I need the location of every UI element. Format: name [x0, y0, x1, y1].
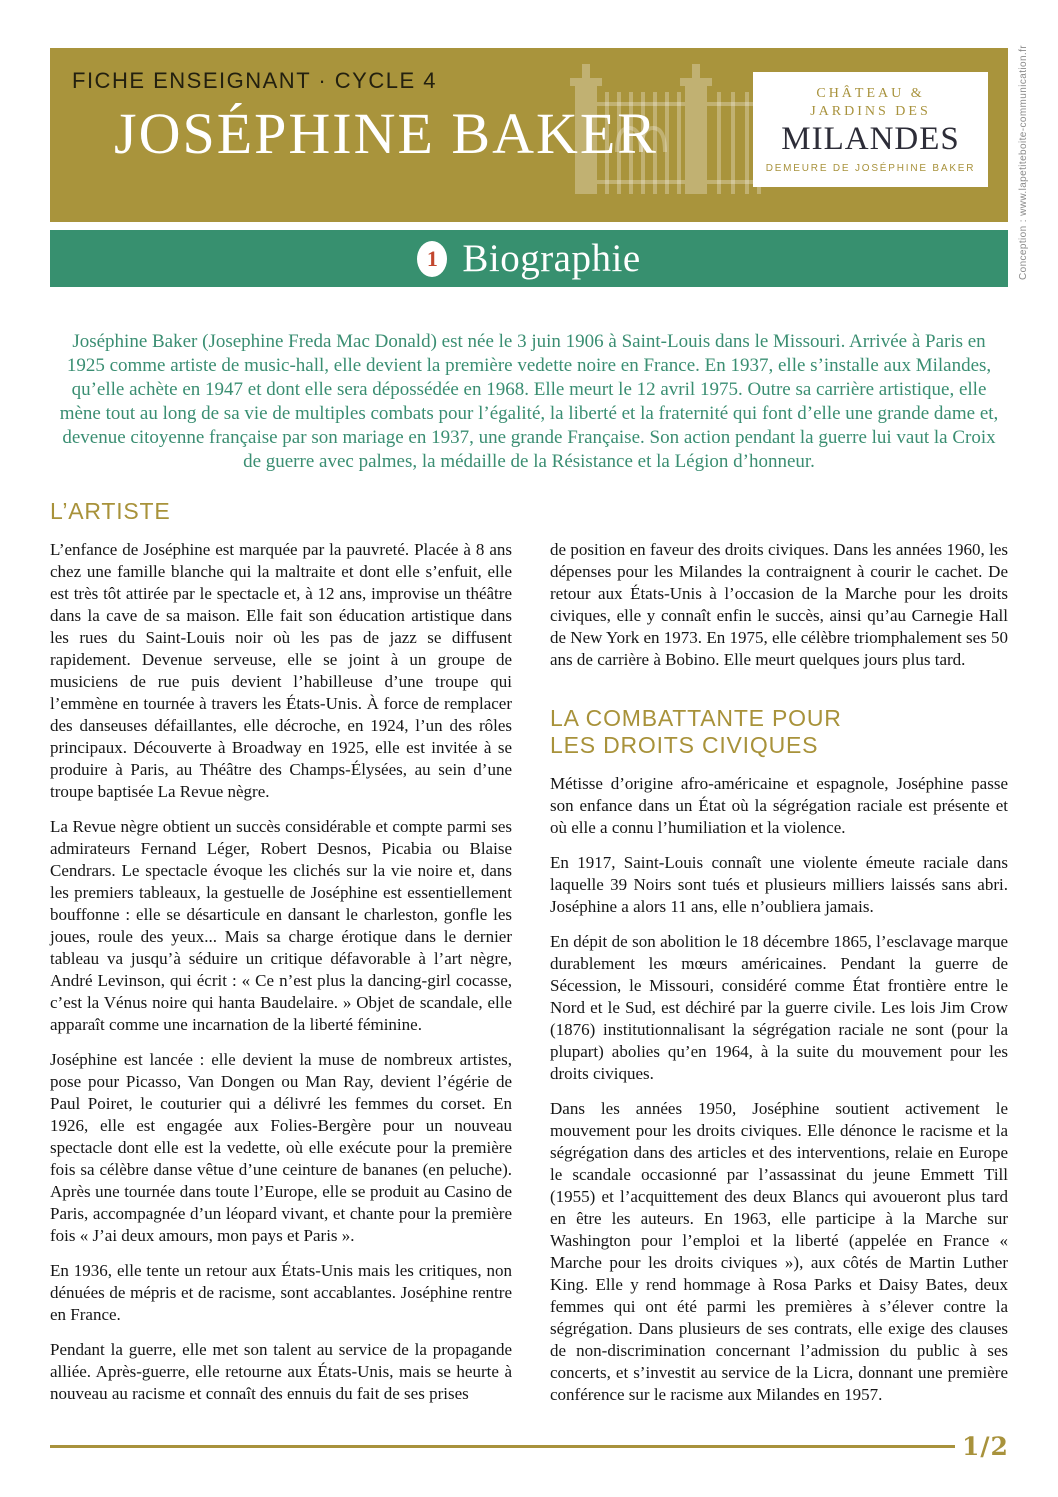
section-title: Biographie	[462, 237, 641, 280]
column-right	[550, 498, 1008, 1419]
paragraph: En dépit de son abolition le 18 décembre 1865, l’esclavage marque durablement les mœurs américaines. Pendant la guerre de Sécession, le Missouri, considéré comme État frontière entre le Nord et le Sud, est déchiré par la guerre civile. Les lois Jim Crow (1876) institutionnalisant la ségrégation raciale ne sont (pour la plupart) abolies qu’en 1964, à la suite du mouvement pour les droits civiques.	[550, 932, 1008, 1083]
paragraph: Dans les années 1950, Joséphine soutient activement le mouvement pour les droits civiques. Elle dénonce le racisme et la ségrégation dans des articles et des interventions, relaie en Europe le scandale occasionné par l’assassinat du jeune Emmett Till (1955) et l’acquittement des deux Blancs qui avoueront plus tard en être les auteurs. En 1963, elle participe à la Marche sur Washington pour l’emploi et la liberté (appelée en France « Marche pour les droits civiques »), aux côtés de Martin Luther King. Elle y rend hommage à Rosa Parks et Daisy Bates, deux femmes qui ont été parmi les premières à s’élever contre la ségrégation. Dans plusieurs de ses contrats, elle exige des clauses de non-discrimination concernant l’admission du public à ses concerts, et s’investit au service de la Licra, donnant une première conférence sur le racisme aux Milandes en 1957.	[550, 1099, 1008, 1404]
paragraph: En 1917, Saint-Louis connaît une violente émeute raciale dans laquelle 39 Noirs sont tués et plusieurs milliers laissés sans abri. Joséphine a alors 11 ans, elle n’oubliera jamais.	[550, 853, 1008, 916]
logo-name: MILANDES	[781, 121, 960, 158]
paragraph: Joséphine est lancée : elle devient la muse de nombreux artistes, pose pour Picasso, Van Dongen ou Man Ray, devient l’égérie de Paul Poiret, le couturier qui a délivré les femmes du corset. En 1926, elle est engagée aux Folies-Bergère pour un nouveau spectacle dont elle est la vedette, où elle exécute pour la première fois sa célèbre danse vêtue d’une ceinture de bananes (en peluche). Après une tournée dans toute l’Europe, elle se produit au Casino de Paris, accompagnée d’un léopard vivant, et chante pour la première fois « J’ai deux amours, mon pays et Paris ».	[50, 1050, 512, 1245]
paragraph: En 1936, elle tente un retour aux États-Unis mais les critiques, non dénuées de mépris et de racisme, sont accablantes. Joséphine rentre en France.	[50, 1261, 512, 1324]
conception-credit: Conception : www.lapetiteboite-communication.fr	[1018, 45, 1029, 281]
paragraph: de position en faveur des droits civiques. Dans les années 1960, les dépenses pour les Milandes la contraignent à courir le cachet. De retour aux États-Unis à l’occasion de la Marche pour les droits civiques, elle y connaît enfin le succès, ainsi qu’au Carnegie Hall de New York en 1973. En 1975, elle célèbre triomphalement ses 50 ans de carrière à Bobino. Elle meurt quelques jours plus tard.	[550, 540, 1008, 669]
logo-line-chateau: CHÂTEAU &	[816, 86, 925, 102]
section-number-badge: 1	[417, 241, 447, 277]
milandes-logo	[753, 72, 988, 187]
paragraph: Métisse d’origine afro-américaine et espagnole, Joséphine passe son enfance dans un État où la ségrégation raciale est présente et où elle a connu l’humiliation et la violence.	[550, 774, 1008, 837]
header-kicker: FICHE ENSEIGNANT · CYCLE 4	[72, 68, 437, 93]
column-left	[50, 498, 512, 1419]
header-band	[50, 48, 1008, 222]
page-title: JOSÉPHINE BAKER	[114, 101, 658, 166]
logo-tagline: DEMEURE DE JOSÉPHINE BAKER	[765, 162, 976, 174]
paragraph: L’enfance de Joséphine est marquée par la pauvreté. Placée à 8 ans chez une famille blanche qui la maltraite et dont elle s’enfuit, elle est très tôt attirée par le spectacle et, à 12 ans, improvise un théâtre dans la cave de sa maison. Elle fait son éducation artistique dans les rues du Saint-Louis noir où les pas de jazz se diffusent rapidement. Devenue serveuse, elle se joint à un groupe de musiciens de rue puis devient l’habilleuse d’une troupe qui l’emmène en tournée à travers les États-Unis. À force de remplacer des danseuses défaillantes, elle décroche, en 1924, l’un des rôles principaux. Découverte à Broadway en 1925, elle est invitée à se produire à Paris, au Théâtre des Champs-Élysées, au sein d’une troupe baptisée La Revue nègre.	[50, 540, 512, 801]
section-banner	[50, 230, 1008, 287]
footer-rule	[50, 1445, 955, 1448]
paragraph: La Revue nègre obtient un succès considérable et compte parmi ses admirateurs Fernand Léger, Robert Desnos, Picabia ou Blaise Cendrars. Le spectacle évoque les clichés sur la vie noire et, dans les premiers tableaux, la gestuelle de Joséphine est essentiellement bouffonne : elle se désarticule en dansant le charleston, gonfle les joues, roule des yeux... Mais sa charge érotique dans le dernier tableau va jusqu’à séduire un critique défavorable à l’art nègre, André Levinson, qui écrit : « Ce n’est plus la dancing-girl cocasse, c’est la Vénus noire qui hanta Baudelaire. » Objet de scandale, elle apparaît comme une incarnation de la liberté féminine.	[50, 817, 512, 1034]
heading-artiste: L’ARTISTE	[50, 498, 171, 524]
logo-line-jardins: JARDINS DES	[810, 103, 931, 119]
paragraph: Pendant la guerre, elle met son talent au service de la propagande alliée. Après-guerre, elle retourne aux États-Unis, mais se heurte à nouveau au racisme et connaît des ennuis du fait de ses prises	[50, 1340, 512, 1403]
intro-paragraph: Joséphine Baker (Josephine Freda Mac Donald) est née le 3 juin 1906 à Saint-Louis dans le Missouri. Arrivée à Paris en 1925 comme artiste de music-hall, elle devient la première vedette noire en France. En 1937, elle s’installe aux Milandes, qu’elle achète en 1947 et dont elle sera dépossédée en 1968. Elle meurt le 12 avril 1975. Outre sa carrière artistique, elle mène tout au long de sa vie de multiples combats pour l’égalité, la liberté et la fraternité qui font d’elle une grande dame et, devenue citoyenne française par son mariage en 1937, une grande Française. Son action pendant la guerre lui vaut la Croix de guerre avec palmes, la médaille de la Résistance et la Légion d’honneur.	[59, 331, 999, 472]
heading-combattante: LA COMBATTANTE POUR LES DROITS CIVIQUES	[550, 705, 842, 758]
article-columns	[50, 498, 1008, 1419]
page-number: 1/2	[962, 1432, 1009, 1461]
